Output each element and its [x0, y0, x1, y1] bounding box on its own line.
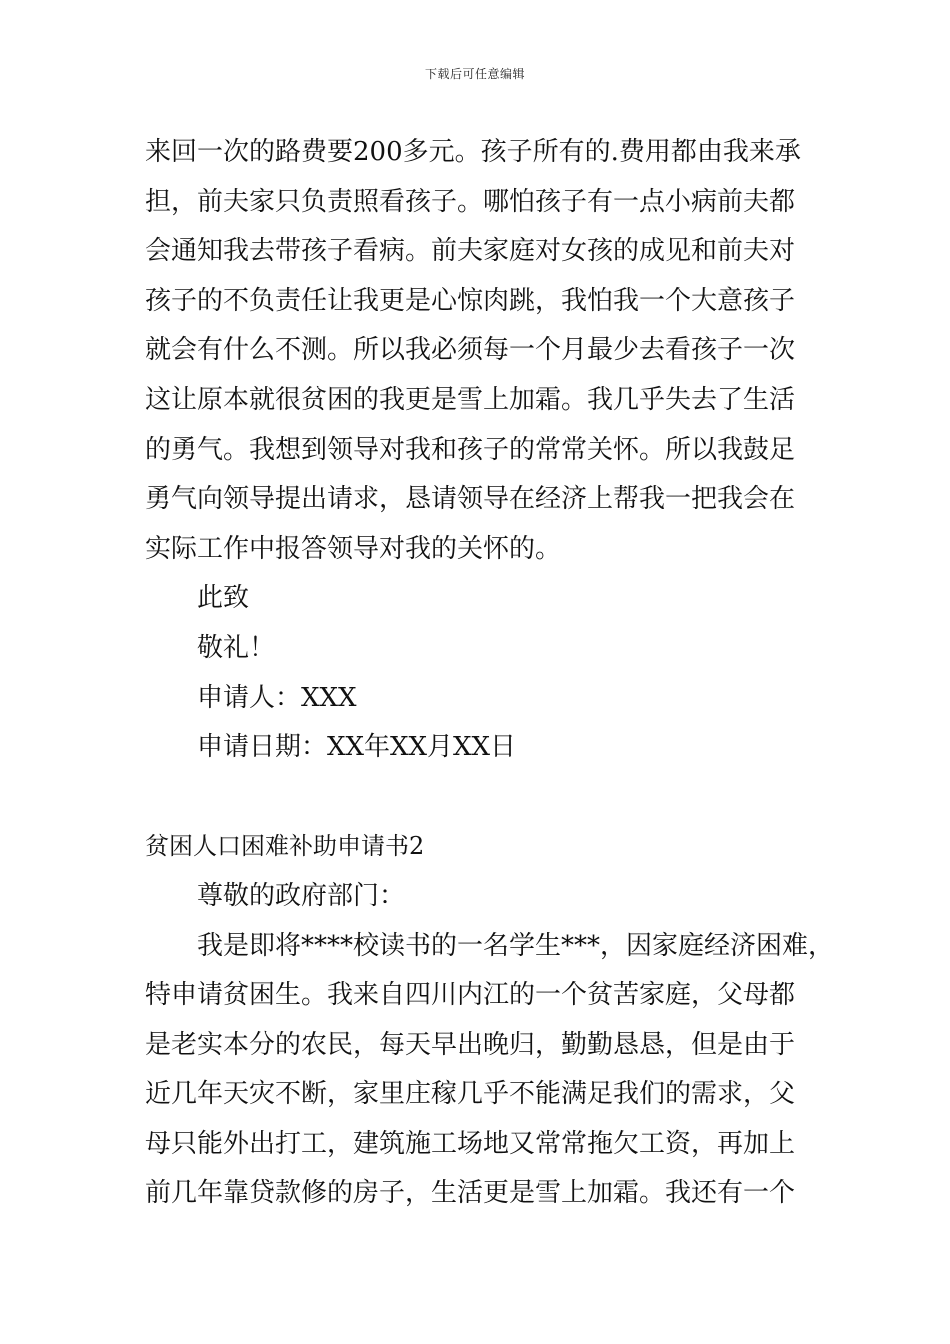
greeting: 尊敬的政府部门： [197, 880, 406, 911]
paragraph-1 [145, 128, 810, 574]
document-body [145, 128, 835, 1219]
text-line: 我是即将****校读书的一名学生***，因家庭经济困难， [197, 930, 835, 961]
section-gap [145, 773, 810, 823]
text-line: 就会有什么不测。所以我必须每一个月最少去看孩子一次 [145, 335, 796, 366]
text-line: 的勇气。我想到领导对我和孩子的常常关怀。所以我鼓足 [145, 434, 796, 465]
section-2 [145, 822, 835, 1219]
section-title: 贫困人口困难补助申请书2 [145, 832, 425, 861]
regards: 敬礼！ [197, 632, 276, 663]
text-line: 来回一次的路费要200多元。孩子所有的.费用都由我来承 [145, 137, 801, 167]
text-line: 会通知我去带孩子看病。前夫家庭对女孩的成见和前夫对 [145, 236, 796, 267]
text-line: 特申请贫困生。我来自四川内江的一个贫苦家庭，父母都 [145, 980, 796, 1011]
text-line: 这让原本就很贫困的我更是雪上加霜。我几乎失去了生活 [145, 384, 796, 415]
text-line: 母只能外出打工，建筑施工场地又常常拖欠工资，再加上 [145, 1128, 796, 1159]
applicant-line: 申请人：XXX [197, 682, 357, 713]
text-line: 前几年靠贷款修的房子，生活更是雪上加霜。我还有一个 [145, 1178, 796, 1209]
text-line: 担，前夫家只负责照看孩子。哪怕孩子有一点小病前夫都 [145, 186, 796, 217]
salutation: 此致 [197, 583, 250, 614]
closing-block [145, 574, 810, 772]
text-line: 实际工作中报答领导对我的关怀的。 [145, 533, 562, 564]
date-line: 申请日期：XX年XX月XX日 [197, 732, 517, 763]
text-line: 近几年天灾不断，家里庄稼几乎不能满足我们的需求，父 [145, 1079, 796, 1110]
text-line: 勇气向领导提出请求，恳请领导在经济上帮我一把我会在 [145, 484, 796, 515]
header-note: 下载后可任意编辑 [424, 67, 525, 81]
text-line: 是老实本分的农民，每天早出晚归，勤勤恳恳，但是由于 [145, 1029, 796, 1060]
text-line: 孩子的不负责任让我更是心惊肉跳，我怕我一个大意孩子 [145, 285, 796, 316]
